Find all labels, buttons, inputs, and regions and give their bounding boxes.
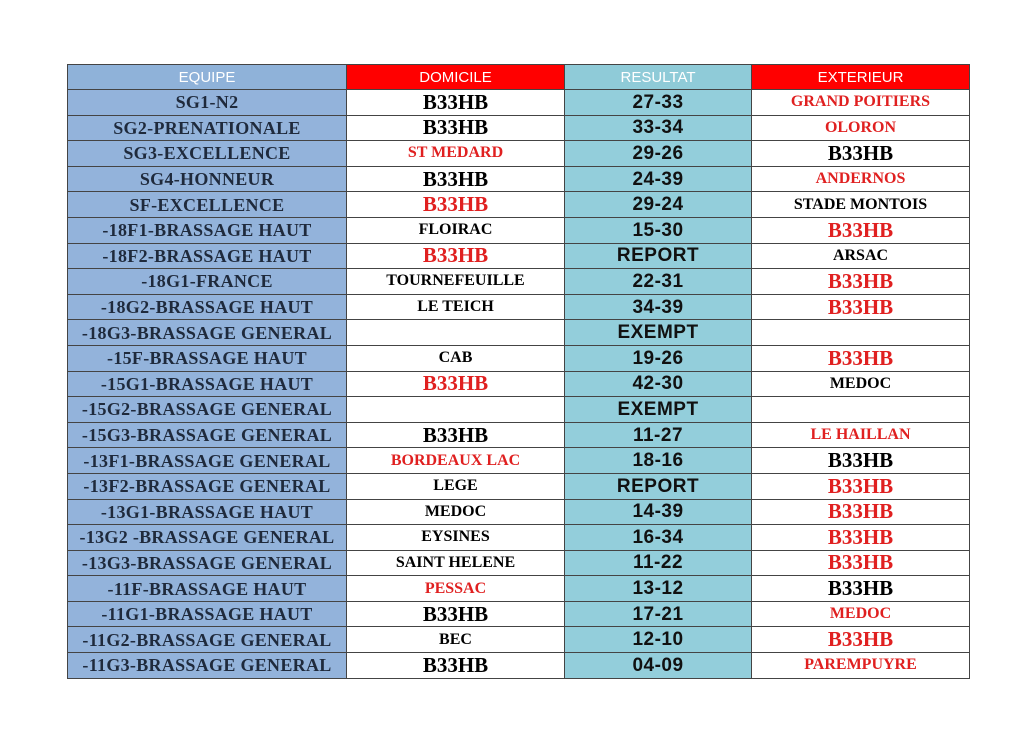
away-cell: ANDERNOS <box>752 166 970 192</box>
result-cell: 22-31 <box>565 269 752 295</box>
result-cell: 12-10 <box>565 627 752 653</box>
team-cell: SG4-HONNEUR <box>68 166 347 192</box>
home-cell: PESSAC <box>347 576 565 602</box>
table-row <box>68 294 970 320</box>
result-cell: 27-33 <box>565 90 752 116</box>
result-cell: 19-26 <box>565 345 752 371</box>
table-row <box>68 397 970 423</box>
result-cell: 16-34 <box>565 525 752 551</box>
header-resultat: RESULTAT <box>565 65 752 90</box>
result-cell: 04-09 <box>565 653 752 679</box>
away-cell: B33HB <box>752 217 970 243</box>
home-cell: B33HB <box>347 653 565 679</box>
home-cell: LEGE <box>347 473 565 499</box>
result-cell: 29-26 <box>565 141 752 167</box>
table-row <box>68 320 970 346</box>
team-cell: -15G3-BRASSAGE GENERAL <box>68 422 347 448</box>
team-cell: SG3-EXCELLENCE <box>68 141 347 167</box>
away-cell: B33HB <box>752 141 970 167</box>
home-cell: BORDEAUX LAC <box>347 448 565 474</box>
away-cell: B33HB <box>752 448 970 474</box>
home-cell: TOURNEFEUILLE <box>347 269 565 295</box>
team-cell: -18G1-FRANCE <box>68 269 347 295</box>
team-cell: -15G1-BRASSAGE HAUT <box>68 371 347 397</box>
table-row <box>68 448 970 474</box>
team-cell: -13F1-BRASSAGE GENERAL <box>68 448 347 474</box>
away-cell: B33HB <box>752 294 970 320</box>
away-cell: STADE MONTOIS <box>752 192 970 218</box>
result-cell: EXEMPT <box>565 397 752 423</box>
result-cell: 29-24 <box>565 192 752 218</box>
team-cell: -18F2-BRASSAGE HAUT <box>68 243 347 269</box>
home-cell: B33HB <box>347 422 565 448</box>
result-cell: 18-16 <box>565 448 752 474</box>
home-cell: B33HB <box>347 90 565 116</box>
team-cell: -18G2-BRASSAGE HAUT <box>68 294 347 320</box>
home-cell: MEDOC <box>347 499 565 525</box>
away-cell: B33HB <box>752 525 970 551</box>
away-cell <box>752 397 970 423</box>
away-cell: OLORON <box>752 115 970 141</box>
away-cell: PAREMPUYRE <box>752 653 970 679</box>
home-cell: BEC <box>347 627 565 653</box>
table-row <box>68 601 970 627</box>
result-cell: 42-30 <box>565 371 752 397</box>
table-row <box>68 345 970 371</box>
result-cell: 15-30 <box>565 217 752 243</box>
team-cell: -18F1-BRASSAGE HAUT <box>68 217 347 243</box>
home-cell: B33HB <box>347 166 565 192</box>
home-cell: B33HB <box>347 115 565 141</box>
team-cell: -13F2-BRASSAGE GENERAL <box>68 473 347 499</box>
table-row <box>68 525 970 551</box>
result-cell: EXEMPT <box>565 320 752 346</box>
team-cell: -11G3-BRASSAGE GENERAL <box>68 653 347 679</box>
away-cell <box>752 320 970 346</box>
team-cell: SG2-PRENATIONALE <box>68 115 347 141</box>
header-exterieur: EXTERIEUR <box>752 65 970 90</box>
away-cell: B33HB <box>752 576 970 602</box>
table-row <box>68 576 970 602</box>
table-row <box>68 499 970 525</box>
table-row <box>68 653 970 679</box>
table-row <box>68 217 970 243</box>
away-cell: B33HB <box>752 345 970 371</box>
table-row <box>68 550 970 576</box>
table-row <box>68 141 970 167</box>
team-cell: -13G3-BRASSAGE GENERAL <box>68 550 347 576</box>
team-cell: -15G2-BRASSAGE GENERAL <box>68 397 347 423</box>
result-cell: REPORT <box>565 473 752 499</box>
table-row <box>68 473 970 499</box>
table-row <box>68 166 970 192</box>
home-cell: B33HB <box>347 601 565 627</box>
away-cell: B33HB <box>752 627 970 653</box>
result-cell: REPORT <box>565 243 752 269</box>
table-row <box>68 90 970 116</box>
home-cell <box>347 320 565 346</box>
results-table <box>67 64 970 679</box>
header-equipe: EQUIPE <box>68 65 347 90</box>
result-cell: 34-39 <box>565 294 752 320</box>
header-domicile: DOMICILE <box>347 65 565 90</box>
away-cell: B33HB <box>752 473 970 499</box>
result-cell: 11-27 <box>565 422 752 448</box>
team-cell: -11F-BRASSAGE HAUT <box>68 576 347 602</box>
home-cell: B33HB <box>347 243 565 269</box>
home-cell: B33HB <box>347 192 565 218</box>
result-cell: 24-39 <box>565 166 752 192</box>
result-cell: 11-22 <box>565 550 752 576</box>
result-cell: 17-21 <box>565 601 752 627</box>
away-cell: MEDOC <box>752 371 970 397</box>
home-cell: B33HB <box>347 371 565 397</box>
team-cell: -13G1-BRASSAGE HAUT <box>68 499 347 525</box>
table-row <box>68 115 970 141</box>
team-cell: -15F-BRASSAGE HAUT <box>68 345 347 371</box>
home-cell: FLOIRAC <box>347 217 565 243</box>
team-cell: -11G1-BRASSAGE HAUT <box>68 601 347 627</box>
result-cell: 13-12 <box>565 576 752 602</box>
home-cell: SAINT HELENE <box>347 550 565 576</box>
table-row <box>68 371 970 397</box>
home-cell: LE TEICH <box>347 294 565 320</box>
home-cell: ST MEDARD <box>347 141 565 167</box>
home-cell: CAB <box>347 345 565 371</box>
team-cell: -18G3-BRASSAGE GENERAL <box>68 320 347 346</box>
table-row <box>68 627 970 653</box>
team-cell: SF-EXCELLENCE <box>68 192 347 218</box>
away-cell: LE HAILLAN <box>752 422 970 448</box>
table-row <box>68 243 970 269</box>
away-cell: B33HB <box>752 499 970 525</box>
home-cell: EYSINES <box>347 525 565 551</box>
away-cell: GRAND POITIERS <box>752 90 970 116</box>
away-cell: B33HB <box>752 550 970 576</box>
away-cell: ARSAC <box>752 243 970 269</box>
team-cell: SG1-N2 <box>68 90 347 116</box>
header-row <box>68 65 970 90</box>
result-cell: 14-39 <box>565 499 752 525</box>
away-cell: MEDOC <box>752 601 970 627</box>
home-cell <box>347 397 565 423</box>
table-row <box>68 422 970 448</box>
table-row <box>68 192 970 218</box>
team-cell: -13G2 -BRASSAGE GENERAL <box>68 525 347 551</box>
result-cell: 33-34 <box>565 115 752 141</box>
team-cell: -11G2-BRASSAGE GENERAL <box>68 627 347 653</box>
away-cell: B33HB <box>752 269 970 295</box>
table-row <box>68 269 970 295</box>
